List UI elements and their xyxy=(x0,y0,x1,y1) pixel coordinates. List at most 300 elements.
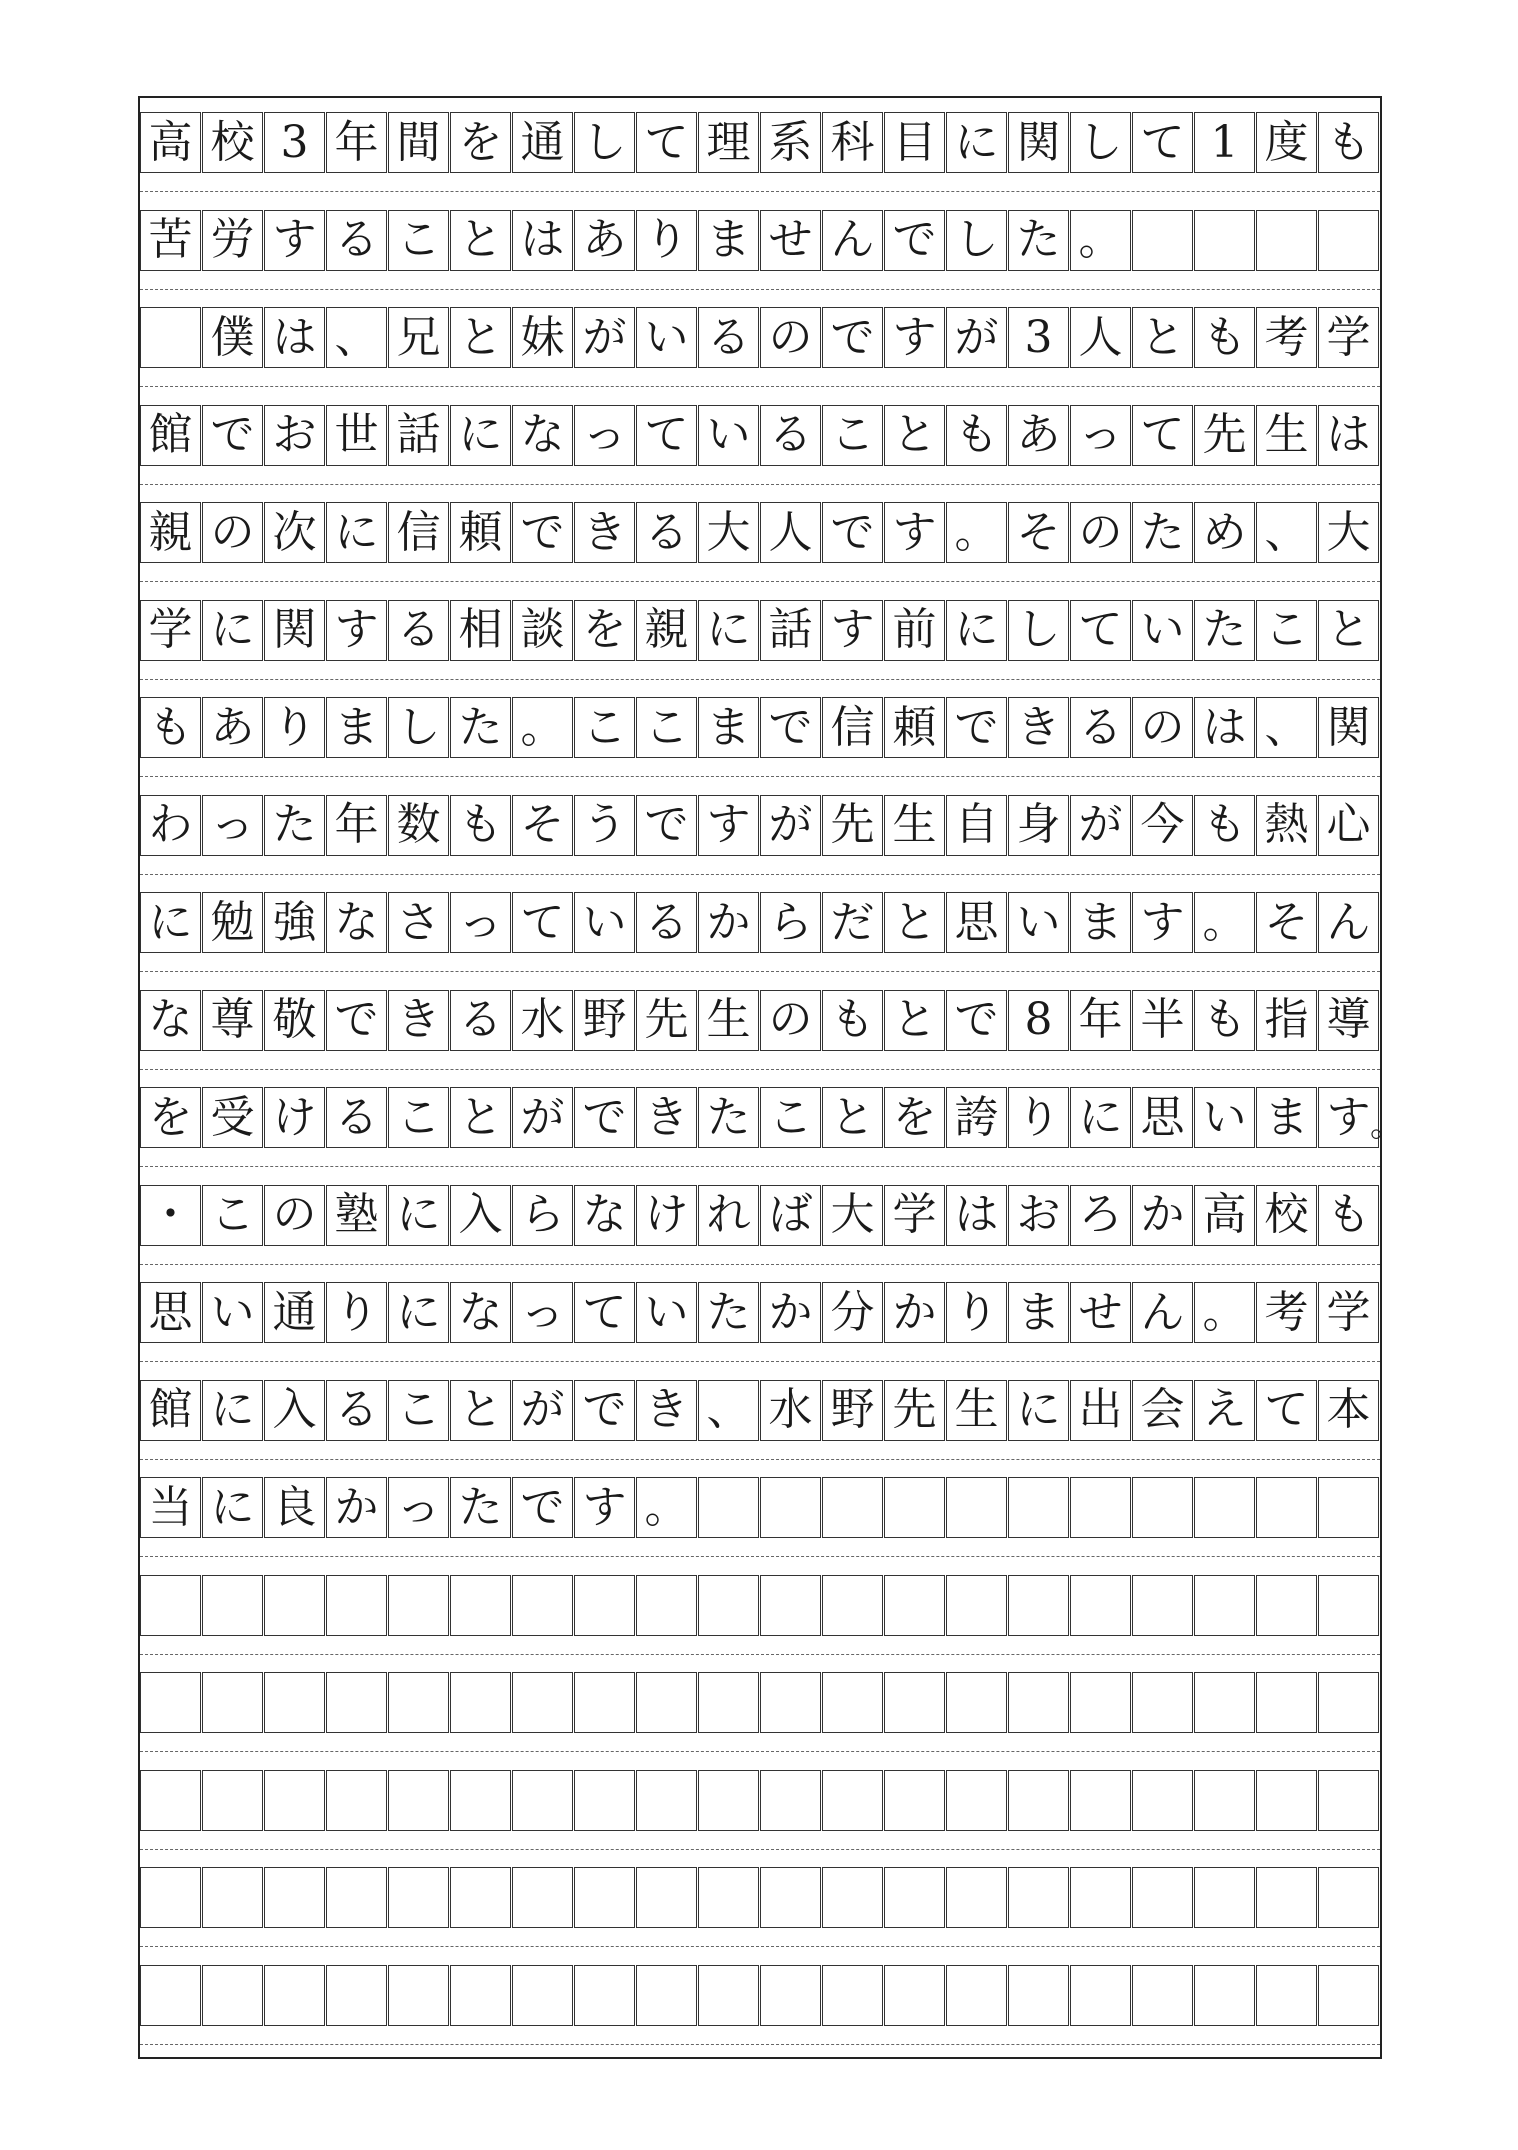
manuscript-cell: 学 xyxy=(1318,307,1379,368)
manuscript-cell: で xyxy=(946,697,1007,758)
manuscript-cell: け xyxy=(264,1087,325,1148)
manuscript-cell: あ xyxy=(202,697,263,758)
manuscript-cell xyxy=(760,1965,821,2026)
manuscript-cell: す xyxy=(574,1477,635,1538)
manuscript-cell: と xyxy=(884,405,945,466)
manuscript-row xyxy=(140,1185,1380,1246)
manuscript-cell: の xyxy=(760,990,821,1051)
manuscript-cell: て xyxy=(1132,112,1193,173)
manuscript-cell: 生 xyxy=(884,795,945,856)
manuscript-cell: こ xyxy=(822,405,883,466)
manuscript-cell: 身 xyxy=(1008,795,1069,856)
manuscript-cell xyxy=(450,1672,511,1733)
manuscript-cell: ま xyxy=(698,697,759,758)
manuscript-cell: の xyxy=(264,1185,325,1246)
manuscript-cell: 次 xyxy=(264,502,325,563)
manuscript-cell xyxy=(1256,1867,1317,1928)
manuscript-cell: に xyxy=(1070,1087,1131,1148)
manuscript-cell: た xyxy=(264,795,325,856)
manuscript-cell: た xyxy=(450,1477,511,1538)
manuscript-cell: と xyxy=(450,210,511,271)
manuscript-row xyxy=(140,112,1380,173)
manuscript-cell xyxy=(884,1770,945,1831)
manuscript-row xyxy=(140,1477,1380,1538)
manuscript-cell xyxy=(1256,1575,1317,1636)
manuscript-cell xyxy=(512,1770,573,1831)
manuscript-cell: も xyxy=(822,990,883,1051)
manuscript-cell: で xyxy=(884,210,945,271)
row-gap-rule xyxy=(140,191,1380,192)
manuscript-cell: あ xyxy=(1008,405,1069,466)
manuscript-cell: も xyxy=(1194,307,1255,368)
manuscript-cell: ら xyxy=(760,892,821,953)
manuscript-cell: き xyxy=(636,1380,697,1441)
manuscript-cell xyxy=(1132,1770,1193,1831)
manuscript-cell xyxy=(946,1672,1007,1733)
manuscript-cell xyxy=(388,1965,449,2026)
row-gap-rule xyxy=(140,1751,1380,1752)
manuscript-cell xyxy=(884,1965,945,2026)
row-gap-rule xyxy=(140,386,1380,387)
manuscript-cell xyxy=(326,1770,387,1831)
manuscript-cell: 談 xyxy=(512,600,573,661)
manuscript-cell: 科 xyxy=(822,112,883,173)
manuscript-cell: 学 xyxy=(884,1185,945,1246)
manuscript-row xyxy=(140,990,1380,1051)
manuscript-cell: て xyxy=(512,892,573,953)
manuscript-cell: す xyxy=(326,600,387,661)
manuscript-cell xyxy=(946,1770,1007,1831)
manuscript-cell xyxy=(822,1770,883,1831)
manuscript-cell: す xyxy=(264,210,325,271)
manuscript-cell: 3 xyxy=(264,112,325,173)
manuscript-cell: で xyxy=(326,990,387,1051)
manuscript-cell: す xyxy=(698,795,759,856)
manuscript-cell: ん xyxy=(1318,892,1379,953)
manuscript-cell: で xyxy=(512,1477,573,1538)
manuscript-cell: も xyxy=(450,795,511,856)
manuscript-cell xyxy=(202,1672,263,1733)
manuscript-cell: 野 xyxy=(822,1380,883,1441)
row-gap-rule xyxy=(140,1166,1380,1167)
manuscript-cell: る xyxy=(636,892,697,953)
row-gap-rule xyxy=(140,1069,1380,1070)
manuscript-cell: る xyxy=(698,307,759,368)
manuscript-cell xyxy=(884,1867,945,1928)
manuscript-cell: 尊 xyxy=(202,990,263,1051)
manuscript-cell xyxy=(822,1575,883,1636)
manuscript-cell: な xyxy=(326,892,387,953)
manuscript-cell xyxy=(1318,1575,1379,1636)
manuscript-cell: え xyxy=(1194,1380,1255,1441)
manuscript-cell: 思 xyxy=(140,1282,201,1343)
manuscript-cell: の xyxy=(1070,502,1131,563)
manuscript-sheet xyxy=(138,96,1404,2059)
manuscript-cell: に xyxy=(202,600,263,661)
manuscript-cell xyxy=(326,1672,387,1733)
manuscript-cell: て xyxy=(636,405,697,466)
manuscript-cell: る xyxy=(326,210,387,271)
manuscript-cell: す xyxy=(884,307,945,368)
manuscript-cell: を xyxy=(884,1087,945,1148)
manuscript-row xyxy=(140,502,1380,563)
manuscript-cell: ・ xyxy=(140,1185,201,1246)
manuscript-cell: 考 xyxy=(1256,1282,1317,1343)
manuscript-cell: い xyxy=(636,1282,697,1343)
manuscript-cell: 今 xyxy=(1132,795,1193,856)
manuscript-cell: も xyxy=(1194,795,1255,856)
manuscript-cell: 敬 xyxy=(264,990,325,1051)
manuscript-cell xyxy=(1008,1867,1069,1928)
manuscript-cell: 度 xyxy=(1256,112,1317,173)
manuscript-cell: 館 xyxy=(140,405,201,466)
manuscript-cell: な xyxy=(512,405,573,466)
manuscript-cell xyxy=(264,1575,325,1636)
manuscript-row xyxy=(140,405,1380,466)
manuscript-cell: す xyxy=(884,502,945,563)
manuscript-cell: 先 xyxy=(636,990,697,1051)
manuscript-cell: と xyxy=(884,990,945,1051)
manuscript-cell: 入 xyxy=(264,1380,325,1441)
manuscript-cell: 高 xyxy=(1194,1185,1255,1246)
manuscript-cell xyxy=(1256,210,1317,271)
manuscript-cell: も xyxy=(1318,1185,1379,1246)
manuscript-cell: に xyxy=(698,600,759,661)
manuscript-cell: 勉 xyxy=(202,892,263,953)
manuscript-cell: ま xyxy=(1070,892,1131,953)
manuscript-cell: 。 xyxy=(1194,892,1255,953)
manuscript-row xyxy=(140,1380,1380,1441)
manuscript-cell: っ xyxy=(202,795,263,856)
manuscript-cell: の xyxy=(1132,697,1193,758)
manuscript-cell: 校 xyxy=(1256,1185,1317,1246)
manuscript-row xyxy=(140,210,1380,271)
row-gap-rule xyxy=(140,1946,1380,1947)
manuscript-cell xyxy=(1318,1672,1379,1733)
manuscript-cell: た xyxy=(1008,210,1069,271)
manuscript-cell xyxy=(264,1867,325,1928)
manuscript-cell: が xyxy=(946,307,1007,368)
manuscript-cell: の xyxy=(202,502,263,563)
manuscript-cell xyxy=(1194,1575,1255,1636)
manuscript-cell: 、 xyxy=(326,307,387,368)
manuscript-cell: を xyxy=(574,600,635,661)
manuscript-cell xyxy=(884,1477,945,1538)
manuscript-cell xyxy=(1008,1477,1069,1538)
manuscript-cell xyxy=(140,307,201,368)
manuscript-cell: に xyxy=(202,1380,263,1441)
manuscript-cell: 熱 xyxy=(1256,795,1317,856)
manuscript-cell: り xyxy=(1008,1087,1069,1148)
manuscript-cell: か xyxy=(884,1282,945,1343)
manuscript-cell: 関 xyxy=(1008,112,1069,173)
manuscript-cell xyxy=(450,1965,511,2026)
manuscript-cell xyxy=(1194,1867,1255,1928)
manuscript-cell: 話 xyxy=(388,405,449,466)
manuscript-cell: 高 xyxy=(140,112,201,173)
manuscript-cell xyxy=(760,1867,821,1928)
manuscript-cell: い xyxy=(636,307,697,368)
manuscript-cell: せ xyxy=(760,210,821,271)
manuscript-cell: か xyxy=(1132,1185,1193,1246)
manuscript-cell: だ xyxy=(822,892,883,953)
manuscript-cell: り xyxy=(946,1282,1007,1343)
manuscript-cell: 校 xyxy=(202,112,263,173)
manuscript-cell: し xyxy=(1070,112,1131,173)
manuscript-cell: て xyxy=(1132,405,1193,466)
manuscript-cell: ば xyxy=(760,1185,821,1246)
manuscript-cell: 、 xyxy=(1256,502,1317,563)
manuscript-cell xyxy=(884,1672,945,1733)
manuscript-cell: 。 xyxy=(636,1477,697,1538)
manuscript-cell: 3 xyxy=(1008,307,1069,368)
manuscript-cell: 大 xyxy=(1318,502,1379,563)
manuscript-cell: り xyxy=(326,1282,387,1343)
manuscript-cell xyxy=(1008,1575,1069,1636)
manuscript-cell xyxy=(388,1770,449,1831)
manuscript-cell xyxy=(140,1867,201,1928)
manuscript-cell: て xyxy=(1256,1380,1317,1441)
manuscript-cell xyxy=(1318,1867,1379,1928)
manuscript-cell: 僕 xyxy=(202,307,263,368)
manuscript-cell: に xyxy=(140,892,201,953)
row-gap-rule xyxy=(140,1654,1380,1655)
manuscript-cell: 間 xyxy=(388,112,449,173)
manuscript-cell: を xyxy=(140,1087,201,1148)
manuscript-cell: に xyxy=(388,1282,449,1343)
row-gap-rule xyxy=(140,679,1380,680)
manuscript-cell: ろ xyxy=(1070,1185,1131,1246)
manuscript-cell xyxy=(326,1575,387,1636)
manuscript-cell xyxy=(326,1867,387,1928)
manuscript-cell: 関 xyxy=(1318,697,1379,758)
manuscript-cell: 8 xyxy=(1008,990,1069,1051)
manuscript-cell: は xyxy=(264,307,325,368)
manuscript-cell xyxy=(140,1575,201,1636)
manuscript-cell xyxy=(140,1965,201,2026)
manuscript-cell: 誇 xyxy=(946,1087,1007,1148)
manuscript-cell: な xyxy=(140,990,201,1051)
manuscript-cell xyxy=(698,1672,759,1733)
manuscript-cell xyxy=(202,1575,263,1636)
manuscript-cell xyxy=(636,1867,697,1928)
manuscript-cell: し xyxy=(946,210,1007,271)
manuscript-cell xyxy=(946,1575,1007,1636)
manuscript-cell: し xyxy=(388,697,449,758)
manuscript-cell: 苦 xyxy=(140,210,201,271)
manuscript-cell: ま xyxy=(326,697,387,758)
manuscript-cell: で xyxy=(512,502,573,563)
manuscript-cell xyxy=(946,1867,1007,1928)
manuscript-cell xyxy=(202,1867,263,1928)
manuscript-cell: 考 xyxy=(1256,307,1317,368)
manuscript-cell xyxy=(450,1867,511,1928)
manuscript-cell: で xyxy=(574,1087,635,1148)
manuscript-cell xyxy=(1132,1867,1193,1928)
manuscript-cell xyxy=(1070,1770,1131,1831)
manuscript-cell: 理 xyxy=(698,112,759,173)
manuscript-cell: 強 xyxy=(264,892,325,953)
manuscript-cell xyxy=(574,1965,635,2026)
manuscript-cell xyxy=(202,1965,263,2026)
manuscript-cell: て xyxy=(636,112,697,173)
row-gap-rule xyxy=(140,289,1380,290)
manuscript-cell: た xyxy=(450,697,511,758)
manuscript-cell: が xyxy=(760,795,821,856)
manuscript-cell xyxy=(140,1672,201,1733)
manuscript-cell: に xyxy=(1008,1380,1069,1441)
manuscript-cell: は xyxy=(1194,697,1255,758)
manuscript-cell: け xyxy=(636,1185,697,1246)
manuscript-cell: っ xyxy=(512,1282,573,1343)
manuscript-cell: 目 xyxy=(884,112,945,173)
manuscript-row xyxy=(140,892,1380,953)
manuscript-cell xyxy=(698,1770,759,1831)
manuscript-row xyxy=(140,1867,1380,1928)
manuscript-cell: せ xyxy=(1070,1282,1131,1343)
manuscript-cell: し xyxy=(574,112,635,173)
manuscript-cell: う xyxy=(574,795,635,856)
manuscript-cell: れ xyxy=(698,1185,759,1246)
manuscript-cell: い xyxy=(574,892,635,953)
manuscript-cell: が xyxy=(512,1380,573,1441)
manuscript-cell: こ xyxy=(574,697,635,758)
manuscript-cell: 水 xyxy=(760,1380,821,1441)
manuscript-row xyxy=(140,795,1380,856)
manuscript-cell: と xyxy=(450,1087,511,1148)
manuscript-cell xyxy=(698,1477,759,1538)
manuscript-cell xyxy=(326,1965,387,2026)
manuscript-cell xyxy=(512,1575,573,1636)
manuscript-cell: た xyxy=(698,1087,759,1148)
manuscript-cell: を xyxy=(450,112,511,173)
manuscript-cell: に xyxy=(946,112,1007,173)
manuscript-cell: ん xyxy=(1132,1282,1193,1343)
manuscript-cell xyxy=(388,1867,449,1928)
manuscript-cell xyxy=(760,1575,821,1636)
manuscript-cell: 人 xyxy=(760,502,821,563)
manuscript-cell xyxy=(264,1672,325,1733)
manuscript-cell: る xyxy=(636,502,697,563)
manuscript-cell: り xyxy=(264,697,325,758)
manuscript-cell: で xyxy=(202,405,263,466)
manuscript-cell xyxy=(1194,210,1255,271)
manuscript-cell: り xyxy=(636,210,697,271)
manuscript-cell: る xyxy=(450,990,511,1051)
manuscript-cell: 先 xyxy=(884,1380,945,1441)
manuscript-row xyxy=(140,1672,1380,1733)
manuscript-cell: 関 xyxy=(264,600,325,661)
manuscript-cell: 先 xyxy=(822,795,883,856)
manuscript-cell: っ xyxy=(450,892,511,953)
manuscript-cell: す xyxy=(822,600,883,661)
manuscript-cell xyxy=(1194,1672,1255,1733)
manuscript-row xyxy=(140,697,1380,758)
manuscript-cell: と xyxy=(1132,307,1193,368)
manuscript-cell: そ xyxy=(512,795,573,856)
manuscript-cell xyxy=(822,1867,883,1928)
row-gap-rule xyxy=(140,1459,1380,1460)
manuscript-row xyxy=(140,600,1380,661)
manuscript-cell: は xyxy=(946,1185,1007,1246)
manuscript-cell xyxy=(1318,1477,1379,1538)
manuscript-cell xyxy=(1132,1477,1193,1538)
manuscript-cell: で xyxy=(822,307,883,368)
manuscript-cell: 大 xyxy=(698,502,759,563)
manuscript-row xyxy=(140,1770,1380,1831)
manuscript-cell xyxy=(1194,1477,1255,1538)
manuscript-cell: 生 xyxy=(946,1380,1007,1441)
manuscript-cell: ら xyxy=(512,1185,573,1246)
manuscript-cell: た xyxy=(1132,502,1193,563)
manuscript-cell: も xyxy=(140,697,201,758)
manuscript-cell: ま xyxy=(698,210,759,271)
manuscript-cell xyxy=(946,1477,1007,1538)
manuscript-cell xyxy=(760,1770,821,1831)
manuscript-cell: と xyxy=(1318,600,1379,661)
manuscript-cell: こ xyxy=(202,1185,263,1246)
manuscript-cell: 親 xyxy=(140,502,201,563)
manuscript-cell: こ xyxy=(760,1087,821,1148)
manuscript-cell: こ xyxy=(1256,600,1317,661)
row-gap-rule xyxy=(140,1849,1380,1850)
manuscript-cell xyxy=(388,1575,449,1636)
manuscript-cell: と xyxy=(884,892,945,953)
manuscript-cell: 数 xyxy=(388,795,449,856)
manuscript-cell: で xyxy=(822,502,883,563)
manuscript-cell: 1 xyxy=(1194,112,1255,173)
manuscript-cell: か xyxy=(326,1477,387,1538)
manuscript-cell xyxy=(1008,1672,1069,1733)
manuscript-cell: た xyxy=(1194,600,1255,661)
manuscript-cell: 学 xyxy=(1318,1282,1379,1343)
manuscript-cell: こ xyxy=(388,210,449,271)
manuscript-cell: お xyxy=(264,405,325,466)
manuscript-cell: 通 xyxy=(512,112,573,173)
manuscript-cell xyxy=(1318,210,1379,271)
manuscript-cell xyxy=(512,1867,573,1928)
manuscript-row xyxy=(140,1965,1380,2026)
manuscript-cell xyxy=(760,1477,821,1538)
manuscript-cell xyxy=(1194,1965,1255,2026)
manuscript-cell: 兄 xyxy=(388,307,449,368)
manuscript-cell: っ xyxy=(1070,405,1131,466)
manuscript-cell: 相 xyxy=(450,600,511,661)
manuscript-overflow-char: 。 xyxy=(1370,1105,1404,1145)
manuscript-cell xyxy=(574,1672,635,1733)
manuscript-cell: い xyxy=(202,1282,263,1343)
manuscript-cell: 、 xyxy=(698,1380,759,1441)
manuscript-cell: 当 xyxy=(140,1477,201,1538)
manuscript-cell: 分 xyxy=(822,1282,883,1343)
manuscript-cell: 半 xyxy=(1132,990,1193,1051)
manuscript-cell xyxy=(1256,1477,1317,1538)
manuscript-row xyxy=(140,307,1380,368)
manuscript-cell xyxy=(1008,1965,1069,2026)
manuscript-cell: る xyxy=(326,1087,387,1148)
manuscript-cell: で xyxy=(636,795,697,856)
manuscript-cell xyxy=(698,1965,759,2026)
manuscript-cell xyxy=(1070,1477,1131,1538)
manuscript-row xyxy=(140,1087,1404,1148)
manuscript-cell: い xyxy=(698,405,759,466)
manuscript-cell: わ xyxy=(140,795,201,856)
manuscript-cell: い xyxy=(1194,1087,1255,1148)
manuscript-cell: 、 xyxy=(1256,697,1317,758)
manuscript-cell: 良 xyxy=(264,1477,325,1538)
manuscript-cell: 思 xyxy=(1132,1087,1193,1148)
manuscript-cell: は xyxy=(1318,405,1379,466)
